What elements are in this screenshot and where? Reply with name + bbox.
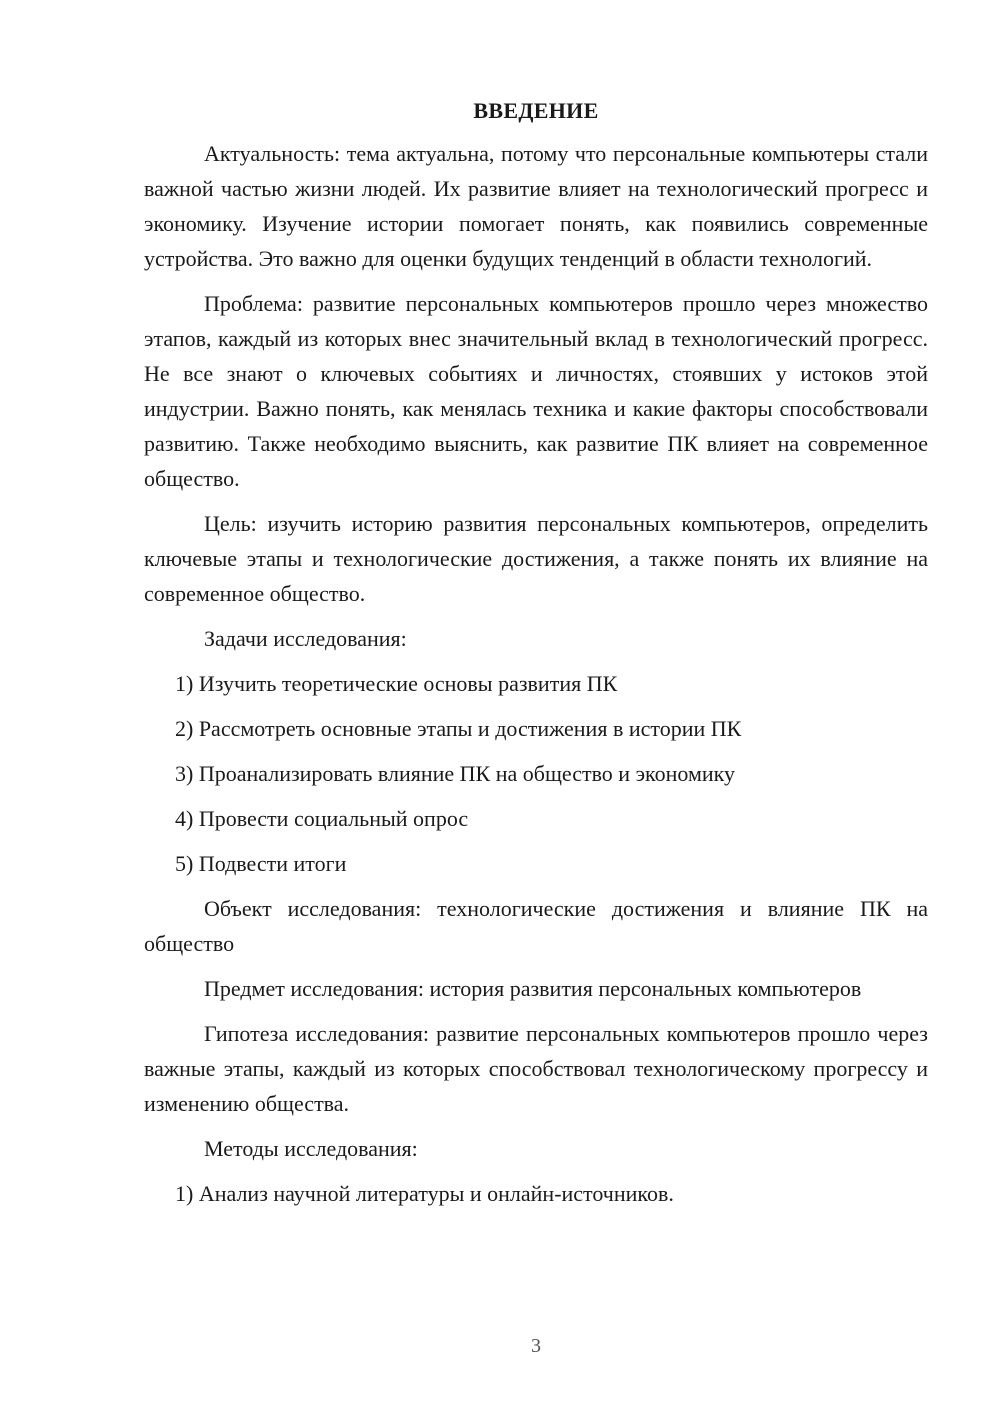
section-heading: ВВЕДЕНИЕ (473, 98, 599, 123)
goal-paragraph: Цель: изучить историю развития персональных компьютеров, определить ключевые этапы и технологические достижения, а также понять их влияние на современное общество. (144, 511, 928, 606)
methods-list (144, 1176, 928, 1211)
page-number: 3 (531, 1335, 541, 1357)
task-item-3: 3) Проанализировать влияние ПК на общество и экономику (175, 761, 736, 786)
object-paragraph: Объект исследования: технологические достижения и влияние ПК на общество (144, 896, 928, 956)
methods-label: Методы исследования: (204, 1136, 418, 1161)
tasks-label: Задачи исследования: (204, 626, 407, 651)
problem-paragraph: Проблема: развитие персональных компьютеров прошло через множество этапов, каждый из которых внес значительный вклад в технологический прогресс. Не все знают о ключевых событиях и личностях, стоявших у истоков этой индустрии. Важно понять, как менялась техника и какие факторы способствовали развитию. Также необходимо выяснить, как развитие ПК влияет на современное общество. (144, 291, 928, 491)
task-item-2: 2) Рассмотреть основные этапы и достижения в истории ПК (175, 716, 742, 741)
method-item-1: 1) Анализ научной литературы и онлайн-источников. (175, 1181, 674, 1206)
hypothesis-paragraph: Гипотеза исследования: развитие персональных компьютеров прошло через важные этапы, каждый из которых способствовал технологическому прогрессу и изменению общества. (144, 1021, 928, 1116)
task-item-4: 4) Провести социальный опрос (175, 806, 469, 831)
page-content (144, 96, 928, 1221)
tasks-list (144, 666, 928, 881)
subject-paragraph: Предмет исследования: история развития персональных компьютеров (204, 976, 862, 1001)
relevance-paragraph: Актуальность: тема актуальна, потому что персональные компьютеры стали важной частью жизни людей. Их развитие влияет на технологический прогресс и экономику. Изучение истории помогает понять, как появились современные устройства. Это важно для оценки будущих тенденций в области технологий. (144, 141, 928, 271)
task-item-5: 5) Подвести итоги (175, 851, 347, 876)
task-item-1: 1) Изучить теоретические основы развития ПК (175, 671, 618, 696)
